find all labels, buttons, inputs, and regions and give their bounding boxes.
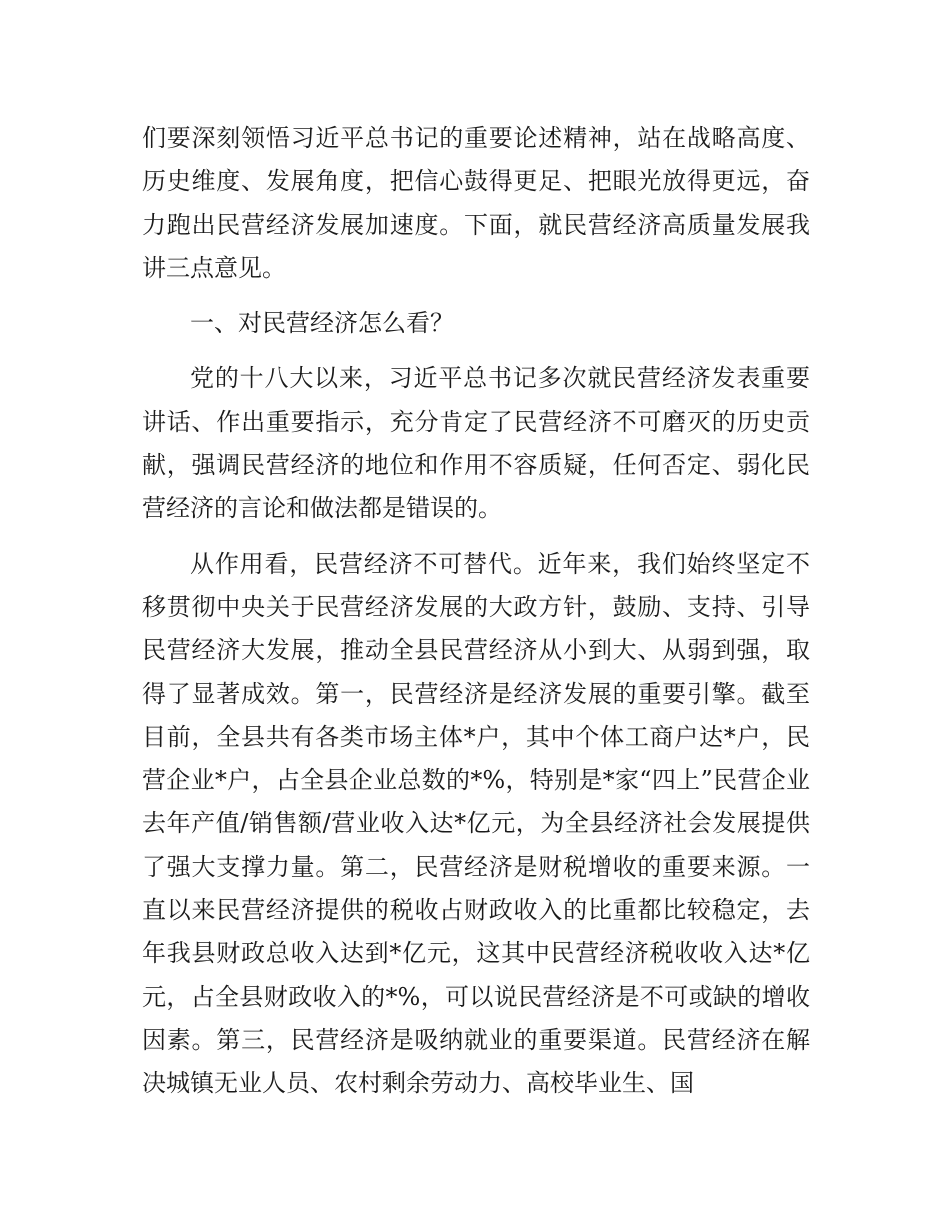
paragraph: 党的十八大以来，习近平总书记多次就民营经济发表重要讲话、作出重要指示，充分肯定了民营经济不可磨灭的历史贡献，强调民营经济的地位和作用不容质疑，任何否定、弱化民营经济的言论和做法都是错误的。 <box>142 364 810 523</box>
section-heading: 一、对民营经济怎么看？ <box>190 309 454 338</box>
paragraph-continuation: 们要深刻领悟习近平总书记的重要论述精神，站在战略高度、历史维度、发展角度，把信心鼓得更足、把眼光放得更远，奋力跑出民营经济发展加速度。下面，就民营经济高质量发展我讲三点意见。 <box>142 124 810 282</box>
document-body <box>142 117 810 1106</box>
paragraph: 从作用看，民营经济不可替代。近年来，我们始终坚定不移贯彻中央关于民营经济发展的大政方针，鼓励、支持、引导民营经济大发展，推动全县民营经济从小到大、从弱到强，取得了显著成效。第一，民营经济是经济发展的重要引擎。截至目前，全县共有各类市场主体*户，其中个体工商户达*户，民营企业*户，占全县企业总数的*%，特别是*家“四上”民营企业去年产值/销售额/营业收入达*亿元，为全县经济社会发展提供了强大支撑力量。第二，民营经济是财税增收的重要来源。一直以来民营经济提供的税收占财政收入的比重都比较稳定，去年我县财政总收入达到*亿元，这其中民营经济税收收入达*亿元，占全县财政收入的*%，可以说民营经济是不可或缺的增收因素。第三，民营经济是吸纳就业的重要渠道。民营经济在解决城镇无业人员、农村剩余劳动力、高校毕业生、国 <box>142 549 810 1098</box>
